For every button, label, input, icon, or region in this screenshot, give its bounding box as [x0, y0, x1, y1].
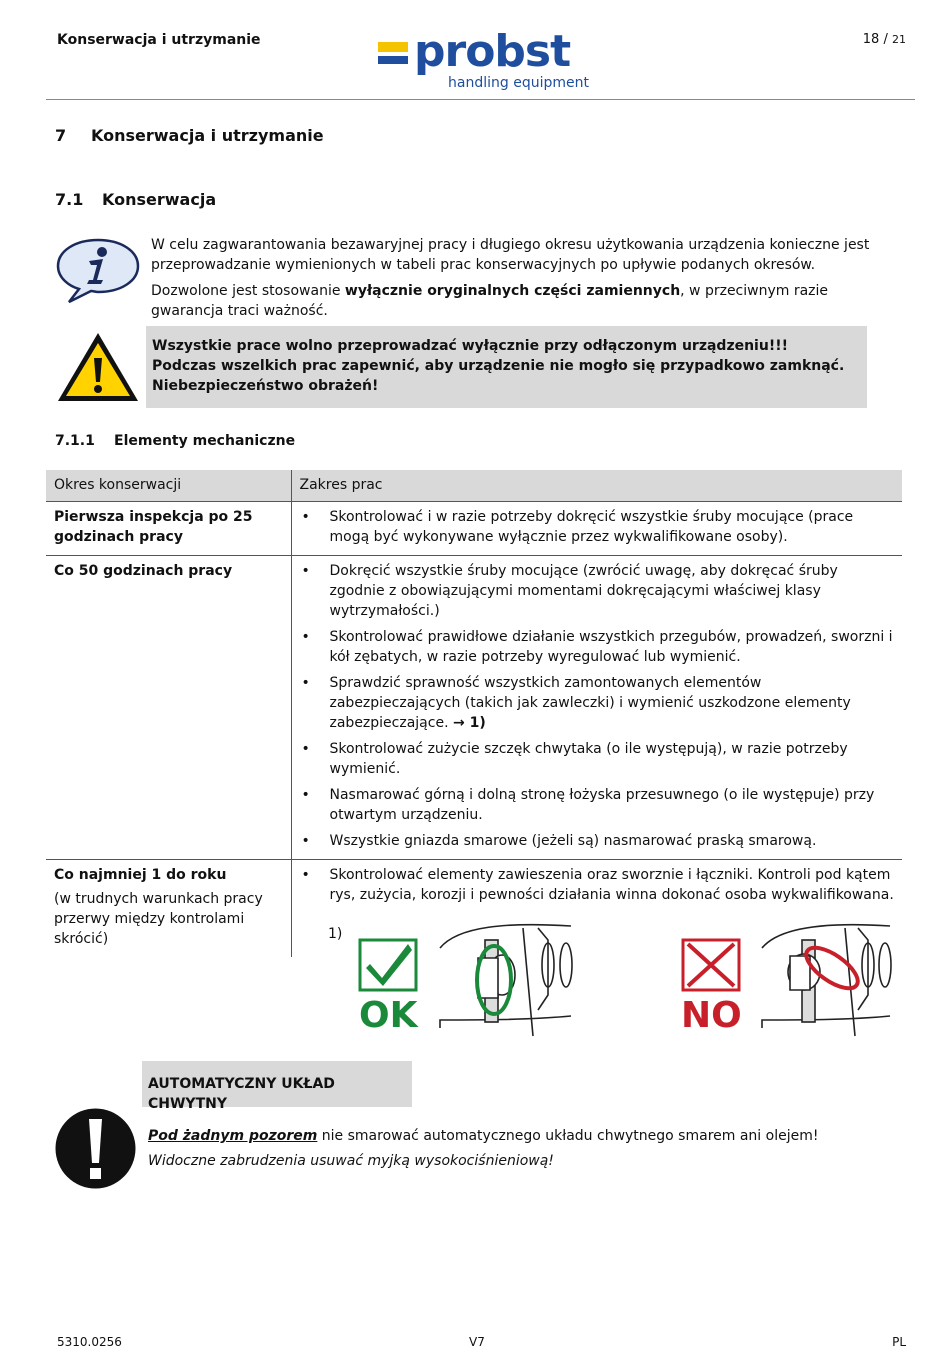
info-paragraph-1: W celu zagwarantowania bezawaryjnej pracy i długiego okresu użytkowania urządzenia konieczne jest przeprowadzanie wymienionych w tabeli prac konserwacyjnych po upływie podanych okresów. [151, 237, 870, 273]
page-number: 18 / 21 [862, 32, 906, 47]
exclamation-icon [54, 1107, 137, 1190]
task-item: • Wszystkie gniazda smarowe (jeżeli są) nasmarować praską smarową. [300, 831, 895, 851]
logo-tagline: handling equipment [448, 75, 589, 91]
probst-logo [378, 26, 598, 94]
info-icon [55, 236, 141, 304]
tasks-cell [291, 501, 902, 555]
section-heading: 7 Konserwacja i utrzymanie [55, 126, 324, 145]
header-title: Konserwacja i utrzymanie [57, 32, 261, 48]
table-row [46, 555, 902, 859]
auto-gripping-paragraph-1: Pod żadnym pozorem nie smarować automatycznego układu chwytnego smarem ani olejem! [148, 1128, 819, 1144]
auto-gripping-title-box: AUTOMATYCZNY UKŁAD CHWYTNY [142, 1061, 412, 1107]
warning-line-2: Podczas wszelkich prac zapewnić, aby urządzenie nie mogło się przypadkowo zamknąć. [152, 358, 845, 374]
period-cell: Pierwsza inspekcja po 25 godzinach pracy [46, 501, 291, 555]
info-paragraph-2: Dozwolone jest stosowanie wyłącznie oryginalnych części zamiennych, w przeciwnym razie gwarancja traci ważność. [151, 283, 829, 319]
no-label: NO [681, 995, 742, 1036]
footer-doc-number: 5310.0256 [57, 1335, 122, 1349]
column-header-period: Okres konserwacji [46, 470, 291, 501]
arrow-reference: → 1) [452, 714, 486, 731]
table-row [46, 501, 902, 555]
task-item: • Skontrolować i w razie potrzeby dokręcić wszystkie śruby mocujące (prace mogą być wykonywane wyłącznie przez wykwalifikowane osoby). [300, 507, 895, 547]
figure-footnote-label: 1) [328, 926, 343, 942]
warning-box [146, 326, 867, 408]
task-item: • Skontrolować elementy zawieszenia oraz sworznie i łączniki. Kontroli pod kątem rys, zużycia, korozji i pewności działania winna dokonać osoba wykwalifikowana. [300, 865, 895, 905]
tasks-cell [291, 555, 902, 859]
column-header-tasks: Zakres prac [291, 470, 902, 501]
task-item: • Skontrolować prawidłowe działanie wszystkich przegubów, prowadzeń, sworzni i kół zębatych, w razie potrzeby wyregulować lub wymienić. [300, 627, 895, 667]
header-divider [46, 99, 915, 100]
task-item: • Dokręcić wszystkie śruby mocujące (zwrócić uwagę, aby dokręcać śruby zgodnie z obowiązującymi momentami dokręcającymi właściwej klasy wytrzymałości.) [300, 561, 895, 621]
warning-triangle-icon [55, 330, 141, 404]
subsubsection-heading: 7.1.1 Elementy mechaniczne [55, 433, 296, 449]
footer-language: PL [892, 1335, 906, 1349]
task-item: • Sprawdzić sprawność wszystkich zamontowanych elementów zabezpieczających (takich jak zawleczki) i wymienić uszkodzone elementy zabezpieczające. → 1) [300, 673, 895, 733]
maintenance-table [46, 470, 902, 957]
footer-version: V7 [469, 1335, 485, 1349]
ok-mechanism-drawing [440, 925, 572, 1036]
task-item: • Nasmarować górną i dolną stronę łożyska przesuwnego (o ile występuje) przy otwartym urządzeniu. [300, 785, 895, 825]
warning-line-3: Niebezpieczeństwo obrażeń! [152, 378, 379, 394]
logo-blue-bar [378, 56, 408, 64]
ok-label: OK [359, 995, 418, 1036]
period-cell: Co najmniej 1 do roku (w trudnych warunkach pracy przerwy między kontrolami skrócić) [46, 859, 291, 957]
logo-yellow-bar [378, 42, 408, 52]
subsection-heading: 7.1 Konserwacja [55, 190, 217, 209]
cotter-pin-ok-illustration [358, 920, 573, 1045]
period-note: (w trudnych warunkach pracy przerwy między kontrolami skrócić) [54, 890, 263, 947]
auto-gripping-paragraph-2: Widoczne zabrudzenia usuwać myjką wysokociśnieniową! [148, 1153, 554, 1169]
warning-line-1: Wszystkie prace wolno przeprowadzać wyłącznie przy odłączonym urządzeniu!!! [152, 338, 788, 354]
cotter-pin-no-illustration [680, 920, 892, 1045]
table-header-row [46, 470, 902, 501]
period-cell: Co 50 godzinach pracy [46, 555, 291, 859]
task-item: • Skontrolować zużycie szczęk chwytaka (o ile występują), w razie potrzeby wymienić. [300, 739, 895, 779]
logo-wordmark: probst [414, 26, 571, 77]
